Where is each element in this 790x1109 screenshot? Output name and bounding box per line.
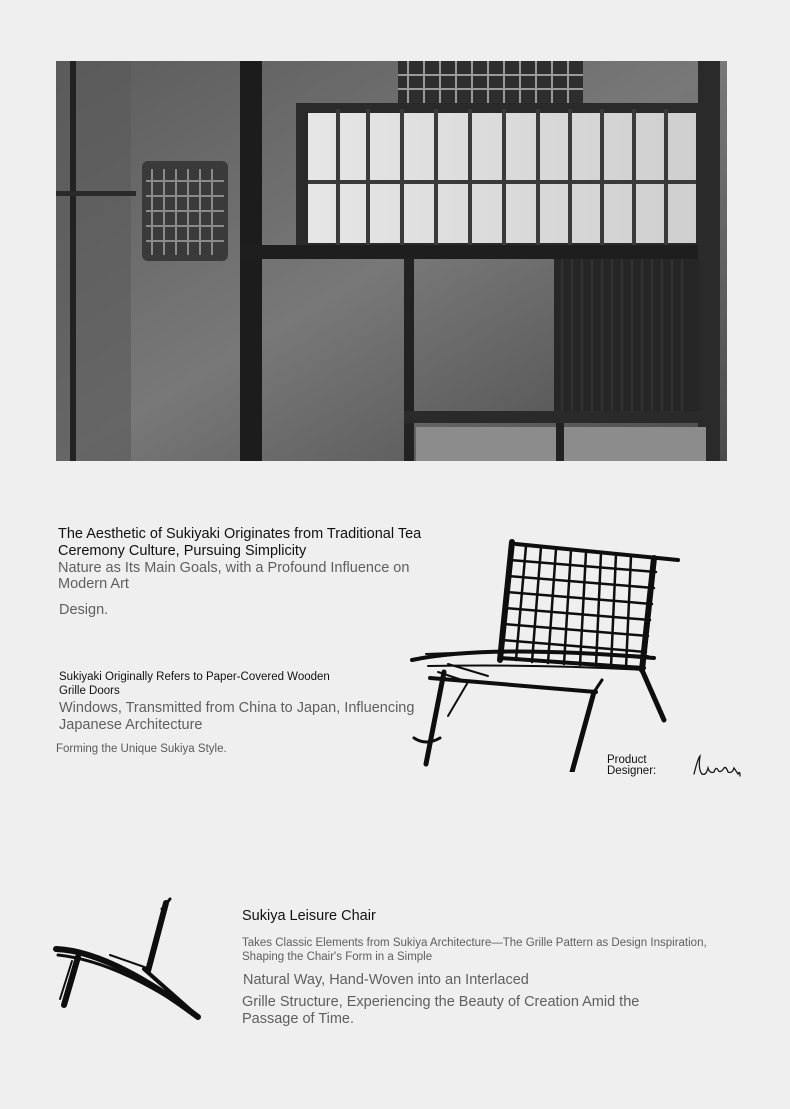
product-line-3: Grille Structure, Experiencing the Beauty of Creation Amid the Passage of Time.: [242, 994, 640, 1027]
product-title: Sukiya Leisure Chair: [242, 908, 376, 924]
chair-sketch-small: [50, 895, 205, 1025]
origin-line-3: Forming the Unique Sukiya Style.: [56, 743, 227, 755]
sukiya-interior-illustration: [56, 61, 727, 461]
product-designer-label: Product Designer:: [607, 754, 657, 777]
origin-heading: Sukiyaki Originally Refers to Paper-Covered Wooden Grille Doors: [59, 671, 330, 697]
intro-line-3: Design.: [59, 602, 109, 618]
chair-sketch-large: [408, 532, 683, 772]
product-line-2: Natural Way, Hand-Woven into an Interlaced: [243, 972, 529, 988]
hero-photo: [56, 61, 727, 461]
origin-line-2: Windows, Transmitted from China to Japan, Influencing Japanese Architecture: [59, 700, 415, 733]
product-line-1: Takes Classic Elements from Sukiya Architecture—The Grille Pattern as Design Inspiration, Shaping the Chair's Form in a Simple: [242, 937, 707, 963]
intro-heading: The Aesthetic of Sukiyaki Originates from Traditional Tea Ceremony Culture, Pursuing Simplicity: [58, 526, 422, 559]
designer-signature-icon: [690, 752, 744, 782]
intro-line-2: Nature as Its Main Goals, with a Profound Influence on Modern Art: [58, 560, 410, 592]
